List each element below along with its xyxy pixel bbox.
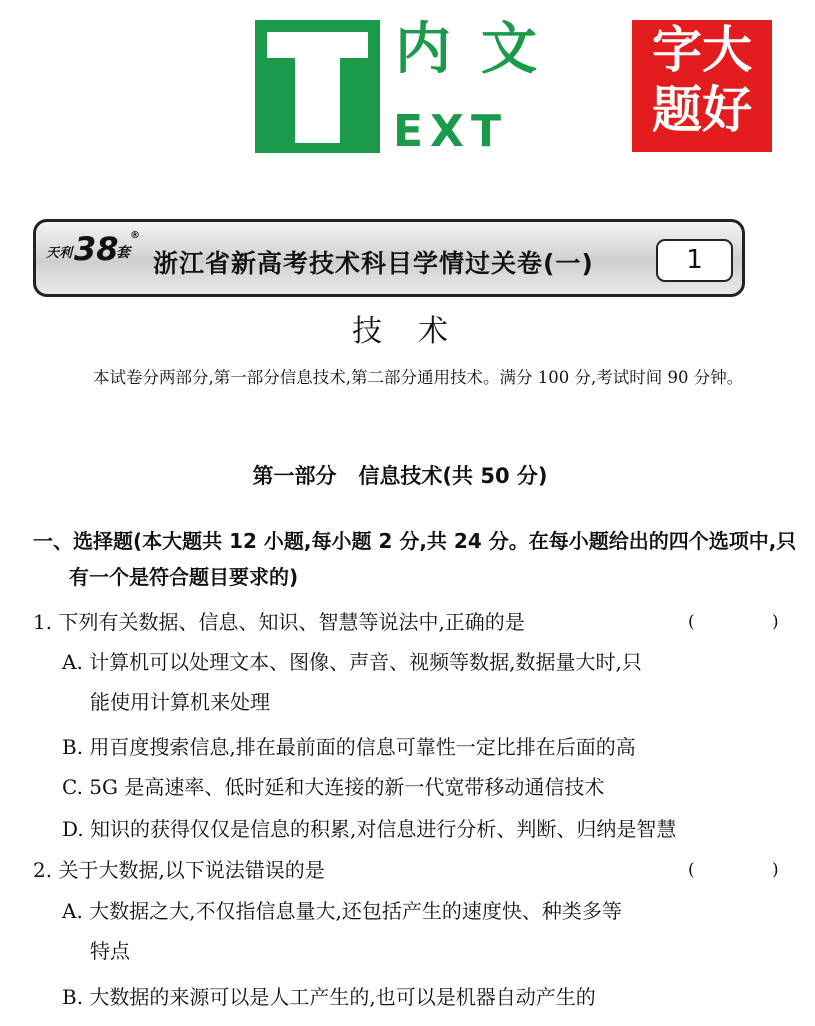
brand-number: 38 xyxy=(74,230,119,268)
question-1-answer-blank: ( ) xyxy=(688,612,815,632)
question-2-answer-blank: ( ) xyxy=(688,860,815,880)
question-1-option-a: A. 计算机可以处理文本、图像、声音、视频等数据,数据量大时,只 xyxy=(62,650,642,674)
question-2-option-b: B. 大数据的来源可以是人工产生的,也可以是机器自动产生的 xyxy=(62,985,596,1009)
subject-heading: 技术 xyxy=(352,314,484,349)
question-1-option-c: C. 5G 是高速率、低时延和大连接的新一代宽带移动通信技术 xyxy=(62,775,605,799)
brand-tao: 套 xyxy=(116,245,130,261)
tianli-38-logo xyxy=(46,232,138,276)
nei-wen-label: 内文 xyxy=(395,17,567,82)
t-logo-crossbar xyxy=(267,32,368,58)
t-logo-stem xyxy=(295,58,340,143)
exam-number-box: 1 xyxy=(656,239,733,282)
part-one-title: 第一部分 信息技术(共 50 分) xyxy=(252,464,548,488)
question-2-option-a: A. 大数据之大,不仅指信息量大,还包括产生的速度快、种类多等 xyxy=(62,899,622,923)
brand-tianli: 天利 xyxy=(46,246,73,261)
section-one-title: 一、选择题(本大题共 12 小题,每小题 2 分,共 24 分。在每小题给出的四个选项中,只有一个是符合题目要求的) xyxy=(33,529,797,589)
badge-line-2: 题好 xyxy=(652,81,752,139)
ext-label: EXT xyxy=(393,106,508,157)
text-logo-t xyxy=(255,20,380,153)
badge-line-1: 字大 xyxy=(652,21,752,79)
exam-title: 浙江省新高考技术科目学情过关卷(一) xyxy=(153,249,594,278)
question-1-stem: 1. 下列有关数据、信息、知识、智慧等说法中,正确的是 xyxy=(33,610,525,634)
exam-instructions: 本试卷分两部分,第一部分信息技术,第二部分通用技术。满分 100 分,考试时间 90 分钟。 xyxy=(93,368,744,387)
question-1-option-a-cont: 能使用计算机来处理 xyxy=(90,690,270,714)
question-1-option-d: D. 知识的获得仅仅是信息的积累,对信息进行分析、判断、归纳是智慧 xyxy=(62,817,677,841)
question-2-option-a-cont: 特点 xyxy=(90,939,130,963)
question-1-option-b: B. 用百度搜索信息,排在最前面的信息可靠性一定比排在后面的高 xyxy=(62,735,636,759)
registered-mark: ® xyxy=(130,230,140,241)
large-print-badge xyxy=(632,20,772,152)
question-2-stem: 2. 关于大数据,以下说法错误的是 xyxy=(33,858,325,882)
